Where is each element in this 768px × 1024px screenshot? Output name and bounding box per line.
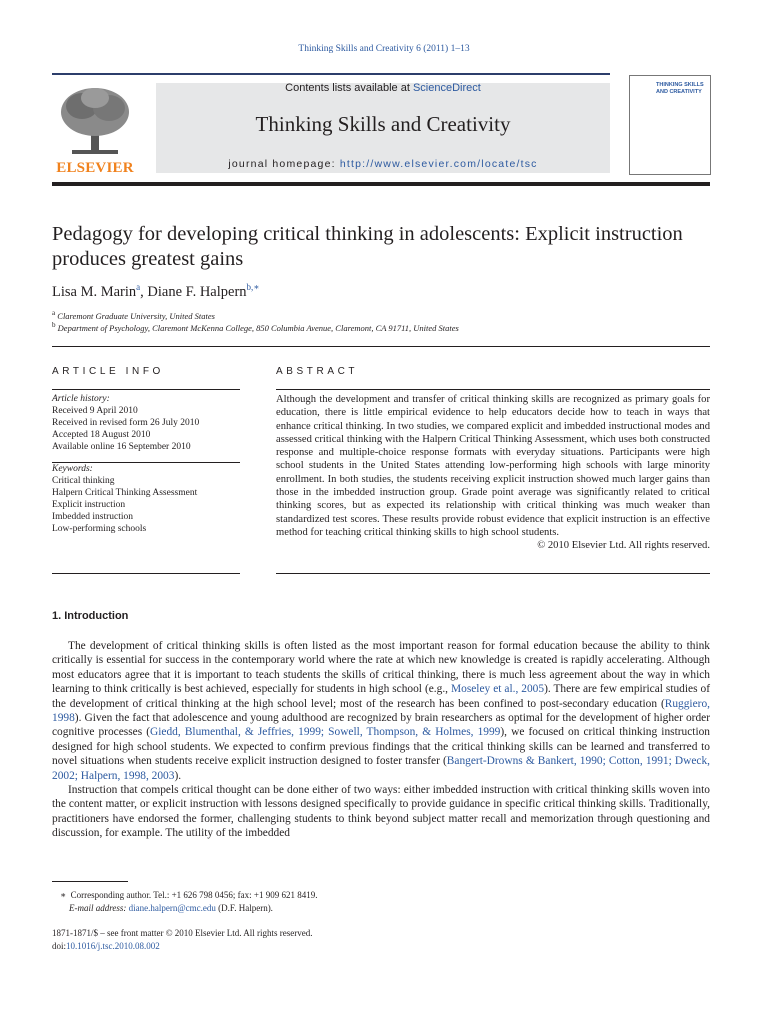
keyword: Halpern Critical Thinking Assessment: [52, 488, 198, 498]
intro-paragraph-1: [52, 639, 710, 783]
doi-link[interactable]: 10.1016/j.tsc.2010.08.002: [66, 940, 160, 951]
history-received: Received 9 April 2010: [52, 406, 138, 416]
header-bottom-rule: [52, 182, 710, 186]
footnote-mark: ∗: [60, 890, 67, 900]
sciencedirect-link[interactable]: ScienceDirect: [412, 82, 481, 94]
email-label: E-mail address:: [69, 902, 129, 913]
ref-moseley[interactable]: Moseley et al., 2005: [451, 683, 545, 696]
intro-text: ). There are few empirical studies of the development of critical thinking at the high school level; most of the research has been confined to post-secondary education (: [52, 683, 710, 710]
title-separator: [52, 346, 710, 347]
homepage-link[interactable]: http://www.elsevier.com/locate/tsc: [339, 158, 538, 170]
journal-citation[interactable]: Thinking Skills and Creativity 6 (2011) 1–13: [298, 44, 470, 54]
affiliation-b: [52, 321, 459, 333]
ref-ruggiero[interactable]: Ruggiero, 1998: [52, 697, 710, 725]
contents-line: [156, 82, 610, 94]
history-label: Article history:: [52, 394, 110, 404]
author-separator: ,: [140, 283, 148, 300]
ref-giedd-sowell[interactable]: Giedd, Blumenthal, & Jeffries, 1999; Sowell, Thompson, & Holmes, 1999: [150, 726, 501, 739]
article-title: Pedagogy for developing critical thinking in adolescents: Explicit instruction produces greatest gains: [52, 223, 683, 270]
keyword: Imbedded instruction: [52, 512, 133, 522]
intro-text: ), we focused on critical thinking instruction designed for high school students. We expected to confirm previous findings that the critical thinking skills can be learned and transferred to novel situations when students receive explicit instruction designed to foster transfer (: [52, 726, 710, 768]
abstract-body: [276, 393, 710, 553]
contents-prefix: Contents lists available at: [285, 82, 413, 94]
intro-text: ). Given the fact that adolescence and young adulthood are recognized by brain researchers as optimal for the development of higher order cognitive processes (: [52, 712, 710, 739]
history-online: Available online 16 September 2010: [52, 442, 191, 452]
article-info-rule: [52, 389, 240, 390]
author-halpern-affil[interactable]: b,∗: [246, 282, 260, 292]
introduction-heading: 1. Introduction: [52, 610, 129, 622]
journal-title: Thinking Skills and Creativity: [255, 112, 511, 136]
intro-text: ).: [174, 769, 182, 782]
article-history: [52, 393, 240, 535]
corresponding-footnote: [52, 889, 652, 914]
author-halpern: Diane F. Halpern: [147, 283, 247, 300]
intro-paragraph-2: Instruction that compels critical thought can be done either of two ways: either imbedded instruction with critical thinking skills woven into the content matter, or explicit instruction with lessons designed specifically to provide guidance in specific critical thinking skills. Traditionally, practitioners have endorsed the former, challenging students to think beyond subject matter recall and memorization through questioning and discussion, for example. The utility of the imbedded: [52, 784, 710, 840]
abstract-text: Although the development and transfer of critical thinking skills are recognized as primary goals for education, there is little empirical evidence to help educators decide how to teach in ways that enhance critical thinking. In two studies, we compared explicit and imbedded instructional modes and assessed critical thinking with the Halpern Critical Thinking Assessment, which uses both constructed response and multiple-choice response formats with everyday situations. Participants were high school students in the United States attending low-performing high schools with large minority enrollment. In both studies, the students receiving explicit instruction showed much larger gains than those in the imbedded instruction group. Grade point average was significantly related to critical thinking scores, but as expected its relationship with critical thinking was much weaker than standardized test scores. These results provide robust evidence that explicit instruction is an effective method for teaching critical thinking skills to high school students.: [276, 394, 710, 538]
history-revised: Received in revised form 26 July 2010: [52, 418, 200, 428]
affiliation-a: [52, 309, 215, 321]
email-suffix: (D.F. Halpern).: [215, 902, 273, 913]
keyword: Explicit instruction: [52, 500, 126, 510]
abstract-copyright: © 2010 Elsevier Ltd. All rights reserved.: [537, 540, 710, 552]
affiliation-a-text: Claremont Graduate University, United States: [57, 310, 215, 321]
homepage-prefix: journal homepage:: [228, 158, 340, 170]
author-marin-affil[interactable]: a: [136, 282, 141, 292]
cover-title: THINKING SKILLS AND CREATIVITY: [656, 82, 704, 95]
abstract-heading: ABSTRACT: [276, 366, 359, 377]
history-accepted: Accepted 18 August 2010: [52, 430, 151, 440]
author-marin: Lisa M. Marin: [52, 283, 137, 300]
doi-label: doi:: [52, 940, 67, 951]
article-info-heading: ARTICLE INFO: [52, 366, 164, 377]
introduction-body: [52, 639, 710, 841]
author-list: [52, 282, 259, 301]
affiliation-a-mark: a: [52, 309, 56, 317]
email-link[interactable]: diane.halpern@cmc.edu: [128, 902, 216, 913]
journal-cover-image: [629, 75, 711, 175]
ref-bangert-drowns[interactable]: Bangert-Drowns & Bankert, 1990; Cotton, 1991; Dweck, 2002; Halpern, 1998, 2003: [52, 755, 710, 782]
footnote-rule: [52, 881, 128, 882]
keywords-label: Keywords:: [52, 464, 93, 474]
abstract-rule: [276, 389, 710, 390]
keyword: Critical thinking: [52, 476, 115, 486]
header-top-rule: [52, 73, 610, 75]
journal-homepage: [156, 158, 610, 170]
affiliation-b-mark: b: [52, 321, 56, 329]
abstract-bottom-rule: [276, 573, 710, 574]
article-info-bottom-rule: [52, 573, 240, 574]
affiliation-b-text: Department of Psychology, Claremont McKenna College, 850 Columbia Avenue, Claremont, CA 91711, United States: [57, 322, 459, 333]
history-keywords-rule: [52, 462, 240, 463]
issn-line: 1871-1871/$ – see front matter © 2010 Elsevier Ltd. All rights reserved.: [52, 928, 313, 938]
publisher-name: ELSEVIER: [56, 160, 134, 176]
intro-text: The development of critical thinking skills is often listed as the most important reason for formal education because the ability to think critically is essential for success in the contemporary world where the rate at which new knowledge is created is rapidly accelerating. Although most educators agree that it is important to teach students the skills of critical thinking, there is much less agreement about the way in which learning to think critically is best achieved, especially for students in high school (e.g.,: [52, 640, 710, 696]
keyword: Low-performing schools: [52, 524, 147, 534]
corresponding-author-note: Corresponding author. Tel.: +1 626 798 0456; fax: +1 909 621 8419.: [70, 890, 318, 900]
front-matter: [52, 927, 313, 952]
